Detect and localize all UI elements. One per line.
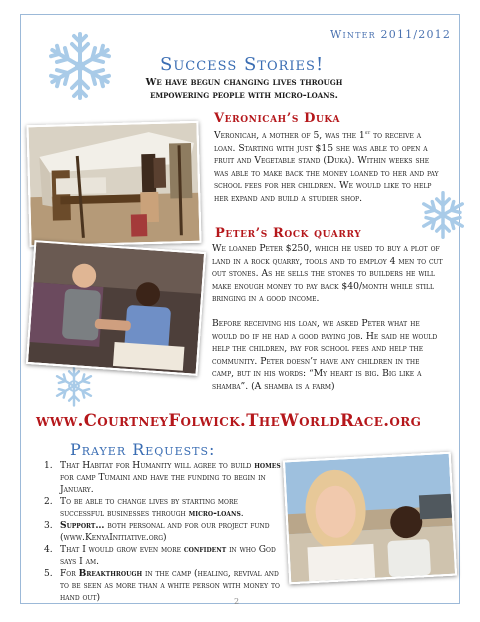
peter-photo: [26, 240, 206, 376]
intro-text: We have begun changing lives through empowering people with micro-loans.: [145, 77, 343, 101]
prayer-title: Prayer Requests:: [70, 440, 216, 459]
peter-story-1: We loaned Peter $250, which he used to buy a plot of land in a rock quarry, tools and to employ 4 men to cut out stones. As he sells the stones to builders he will make enough money to pay back $40/month while still bringing in a good income.: [212, 243, 443, 305]
list-item: 5. For Breakthrough in the camp (healing, revival and to be seen as more than a white person with money to hand out): [44, 568, 280, 603]
veronicah-heading: Veronicah’s Duka: [214, 111, 341, 126]
peter-story-2: Before receiving his loan, we asked Peter what he would do if he had a good paying job. He said he would help the children, pay for school fees and help the community. Peter doesn’t have any children in the camp, but in his words: “My heart is big. Big like a shamba”. (A shamba is a farm): [212, 318, 438, 392]
snowflake-icon: [52, 364, 96, 408]
snowflake-icon: [44, 30, 116, 102]
issue-season: Winter 2011/2012: [330, 28, 452, 41]
section-title: Success Stories!: [160, 54, 325, 75]
list-item: 3. Support… both personal and for our project fund (www.KenyaInitiative.org): [44, 520, 270, 543]
page-number: 2: [234, 597, 240, 606]
list-item: 4. That I would grow even more confident in who God says I am.: [44, 544, 276, 567]
list-item: 1. That Habitat for Humanity will agree to build homes for camp Tumaini and have the funding to begin in January.: [44, 460, 281, 495]
veronicah-story: Veronicah, a mother of 5, was the 1st to receive a loan. Starting with just $15 she was able to open a fruit and Vegetable stand (Duka). Within weeks she was able to make back the money loaned to her and pay school fees for her children. We would like to help her expand and build a studier shop.: [214, 129, 439, 205]
blog-url-link[interactable]: www.CourtneyFolwick.TheWorldRace.org: [36, 411, 422, 430]
courtney-with-child-photo: [283, 452, 457, 585]
prayer-list: [44, 460, 284, 604]
veronicah-duka-photo: [26, 121, 201, 247]
peter-heading: Peter’s Rock quarry: [215, 226, 362, 241]
list-item: 2. To be able to change lives by starting more successful businesses through micro-loans.: [44, 497, 244, 519]
